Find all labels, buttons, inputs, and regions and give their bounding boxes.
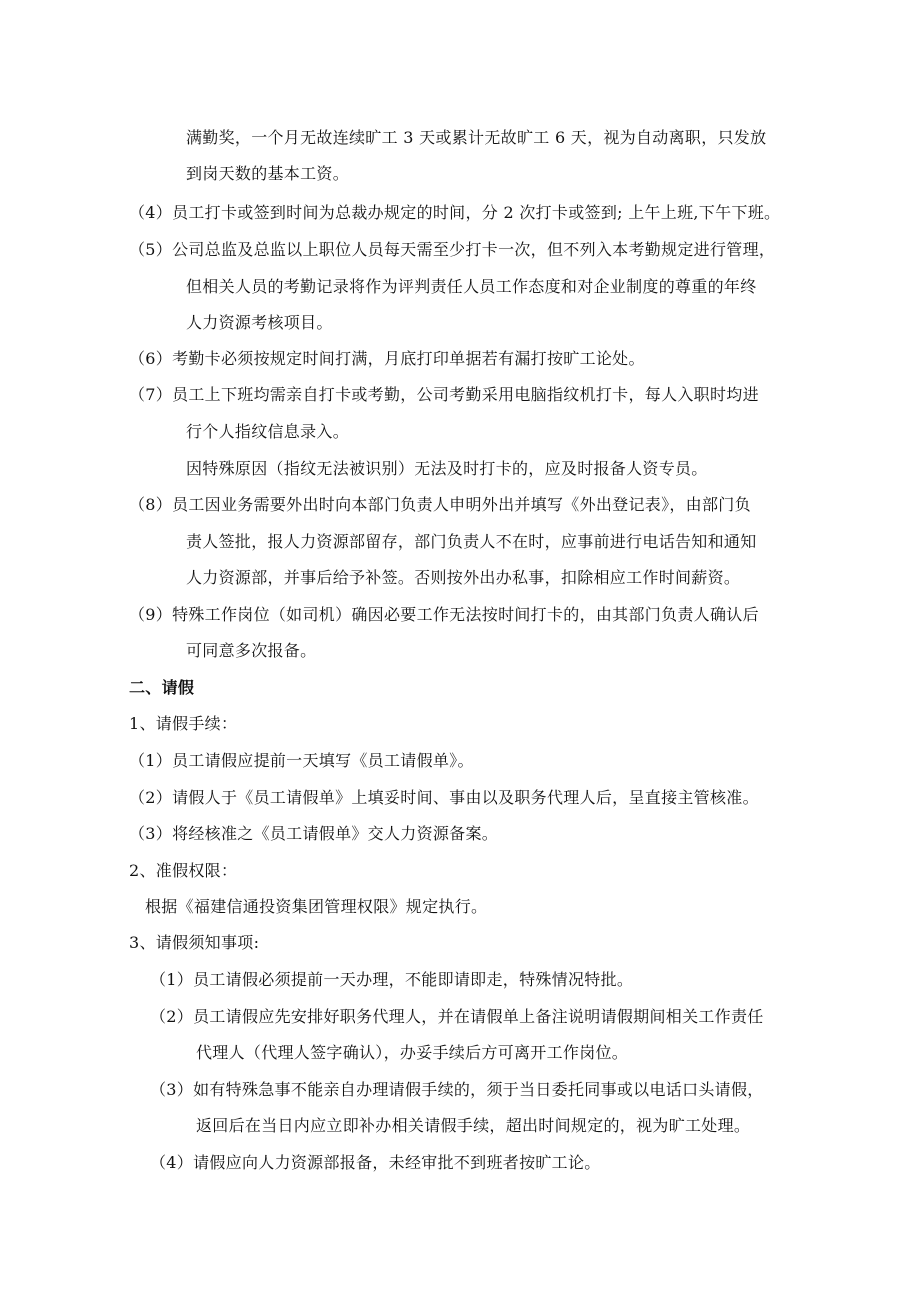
list-item: （5）公司总监及总监以上职位人员每天需至少打卡一次，但不列入本考勤规定进行管理， bbox=[129, 240, 776, 259]
paragraph-line: 可同意多次报备。 bbox=[186, 641, 317, 660]
paragraph-line: 代理人（代理人签字确认），办妥手续后方可离开工作岗位。 bbox=[196, 1043, 629, 1062]
paragraph-line: 满勤奖，一个月无故连续旷工 3 天或累计无故旷工 6 天，视为自动离职，只发放 bbox=[186, 128, 767, 147]
list-item: （2）员工请假应先安排好职务代理人，并在请假单上备注说明请假期间相关工作责任 bbox=[150, 1007, 764, 1026]
paragraph-line: 人力资源部，并事后给予补签。否则按外出办私事，扣除相应工作时间薪资。 bbox=[186, 568, 741, 587]
paragraph-line: 但相关人员的考勤记录将作为评判责任人员工作态度和对企业制度的尊重的年终 bbox=[186, 277, 757, 296]
list-item: （4）员工打卡或签到时间为总裁办规定的时间，分 2 次打卡或签到; 上午上班,下午下班。 bbox=[129, 203, 781, 222]
subsection-heading: 3、请假须知事项: bbox=[129, 933, 260, 952]
paragraph-line: 根据《福建信通投资集团管理权限》规定执行。 bbox=[145, 897, 488, 916]
paragraph-line: 责人签批，报人力资源部留存，部门负责人不在时，应事前进行电话告知和通知 bbox=[186, 532, 757, 551]
list-item: （6）考勤卡必须按规定时间打满，月底打印单据若有漏打按旷工论处。 bbox=[129, 349, 645, 368]
subsection-heading: 1、请假手续： bbox=[129, 714, 238, 733]
paragraph-line: 因特殊原因（指纹无法被识别）无法及时打卡的，应及时报备人资专员。 bbox=[186, 459, 708, 478]
paragraph-line: 返回后在当日内应立即补办相关请假手续，超出时间规定的，视为旷工处理。 bbox=[196, 1116, 751, 1135]
list-item: （2）请假人于《员工请假单》上填妥时间、事由以及职务代理人后，呈直接主管核准。 bbox=[129, 788, 759, 807]
list-item: （8）员工因业务需要外出时向本部门负责人申明外出并填写《外出登记表》，由部门负 bbox=[129, 495, 751, 514]
list-item: （1）员工请假应提前一天填写《员工请假单》。 bbox=[129, 751, 474, 770]
list-item: （3）如有特殊急事不能亲自办理请假手续的，须于当日委托同事或以电话口头请假， bbox=[150, 1080, 764, 1099]
list-item: （7）员工上下班均需亲自打卡或考勤，公司考勤采用电脑指纹机打卡，每人入职时均进 bbox=[129, 385, 759, 404]
list-item: （3）将经核准之《员工请假单》交人力资源备案。 bbox=[129, 824, 499, 843]
subsection-heading: 2、准假权限： bbox=[129, 861, 238, 880]
section-heading: 二、请假 bbox=[129, 678, 195, 697]
list-item: （4）请假应向人力资源部报备，未经审批不到班者按旷工论。 bbox=[150, 1153, 601, 1172]
list-item: （9）特殊工作岗位（如司机）确因必要工作无法按时间打卡的，由其部门负责人确认后 bbox=[129, 605, 759, 624]
paragraph-line: 行个人指纹信息录入。 bbox=[186, 422, 350, 441]
paragraph-line: 到岗天数的基本工资。 bbox=[186, 164, 350, 183]
paragraph-line: 人力资源考核项目。 bbox=[186, 313, 333, 332]
list-item: （1）员工请假必须提前一天办理，不能即请即走，特殊情况特批。 bbox=[150, 970, 634, 989]
